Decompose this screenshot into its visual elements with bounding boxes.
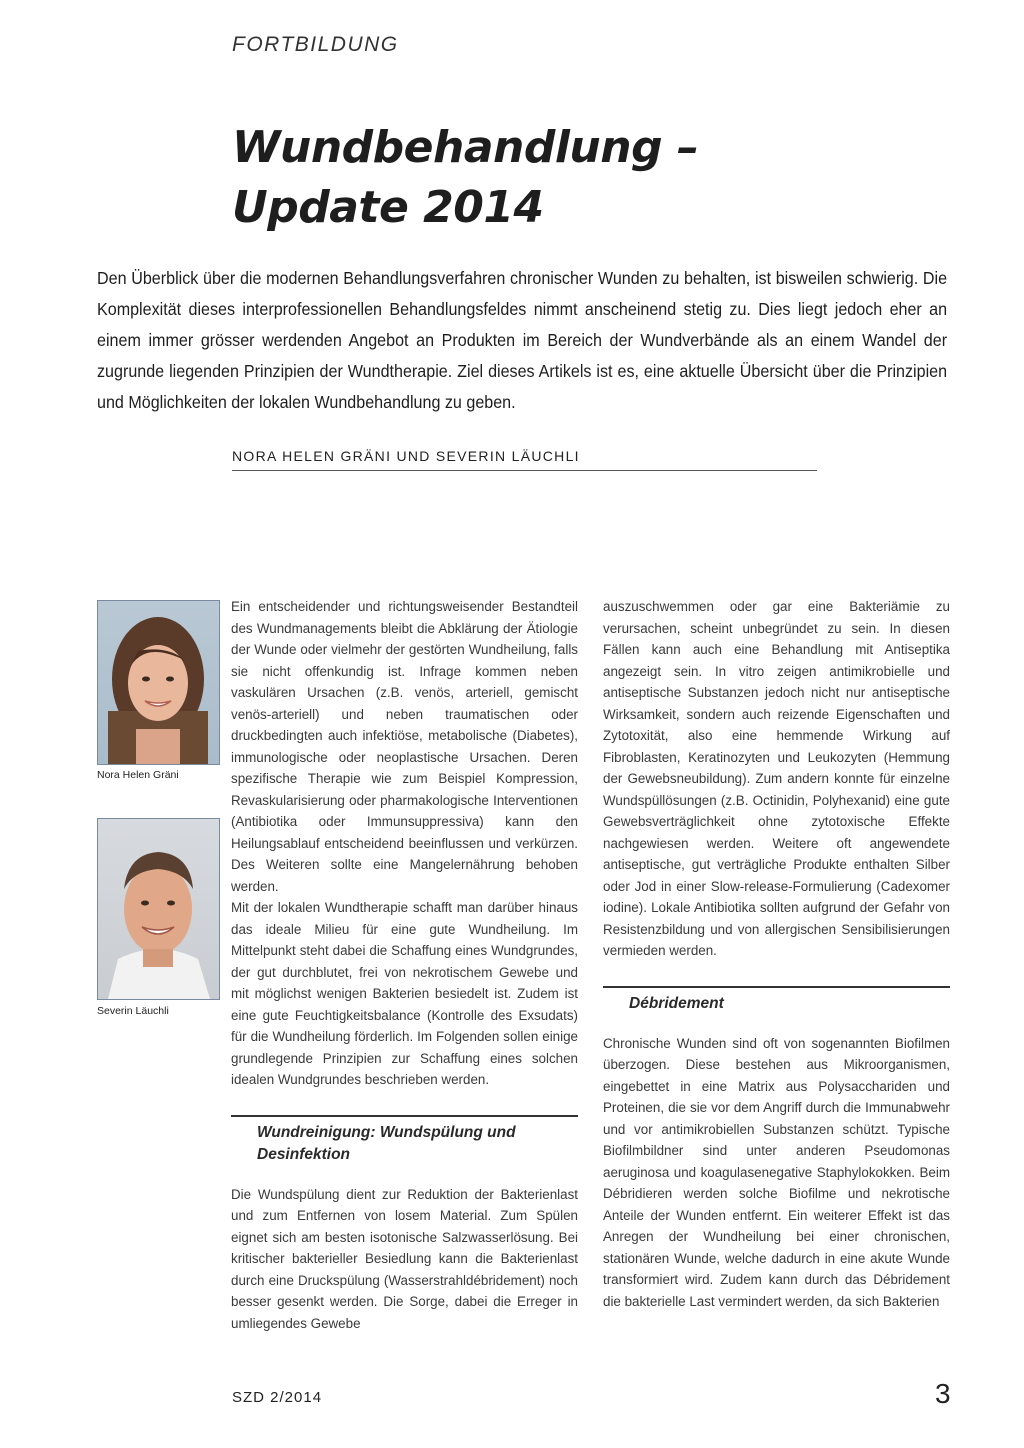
photo-caption-2: Severin Läuchli [97, 1005, 169, 1017]
title-line-2: Update 2014 [232, 182, 544, 233]
section-label: FORTBILDUNG [232, 33, 399, 56]
journal-issue: SZD 2/2014 [232, 1389, 323, 1406]
paragraph: Ein entscheidender und richtungsweisender Bestandteil des Wundmanagements bleibt die Abklärung der Ätiologie der Wunde oder vielmehr der gestörten Wundheilung, falls sie nicht offenkundig ist. Infrage kommen neben vaskulären Ursachen (z.B. venös, arteriell, gemischt venös-arteriell) und neben traumatischen oder druckbedingten auch infektiöse, metabolische (Diabetes), immunologische oder neoplastische Ursachen. Deren spezifische Therapie wie zum Beispiel Kompression, Revaskularisierung oder pharmakologische Interventionen (Antibiotika oder Immunsuppressiva) kann den Heilungsablauf entscheidend beeinflussen und verkürzen. Des Weiteren sollte eine Mangelernährung behoben werden. [231, 599, 578, 894]
text-column-2 [603, 596, 950, 1312]
article-title [232, 118, 932, 238]
author-line: NORA HELEN GRÄNI UND SEVERIN LÄUCHLI [232, 448, 817, 471]
paragraph: auszuschwemmen oder gar eine Bakteriämie zu verursachen, scheint unbegründet zu sein. In diesen Fällen kann auch eine Behandlung mit Antiseptika angezeigt sein. In vitro zeigen antimikrobielle und antiseptische Substanzen jedoch nicht nur antiseptische Wirksamkeit, sondern auch reizende Eigenschaften und Zytotoxität, also eine hemmende Wirkung auf Fibroblasten, Keratinozyten und Leukozyten (Hemmung der Gewebsneubildung). Zum andern konnte für einzelne Wundspüllösungen (z.B. Octinidin, Polyhexanid) eine gute Gewebsverträglichkeit ohne zytotoxische Effekte nachgewiesen werden. Weitere oft angewendete antiseptische, gut verträgliche Produkte enthalten Silber oder Jod in einer Slow-release-Formulierung (Cadexomer iodine). Lokale Antibiotika sollten aufgrund der Gefahr von Resistenzbildung und von allergischen Sensibilisierungen vermieden werden. [603, 599, 950, 958]
author-photo-lauchli [97, 818, 220, 1000]
paragraph: Die Wundspülung dient zur Reduktion der Bakterienlast und zum Entfernen von losem Material. Zum Spülen eignet sich am besten isotonische Salzwasserlösung. Bei kritischer bakterieller Besiedlung kann die Bakterienlast durch eine Druckspülung (Wasserstrahldébridement) noch besser gesenkt werden. Die Sorge, dabei die Erreger in umliegendes Gewebe [231, 1186, 578, 1331]
subheading-block [231, 1115, 578, 1174]
subheading-wundreinigung: Wundreinigung: Wundspülung und Desinfektion [257, 1123, 516, 1163]
photo-caption-1: Nora Helen Gräni [97, 769, 179, 781]
subheading-debridement: Débridement [629, 994, 724, 1012]
subheading-block [603, 986, 950, 1023]
text-column-1 [231, 596, 578, 1334]
paragraph: Mit der lokalen Wundtherapie schafft man darüber hinaus das ideale Milieu für eine gute Wundheilung. Im Mittelpunkt steht dabei die Schaffung eines Wundgrundes, der gut durchblutet, frei von nekrotischem Gewebe und mit möglichst wenigen Bakterien besiedelt ist. Zudem ist eine gute Feuchtigkeitsbalance (Kontrolle des Exsudats) für die Wundheilung förderlich. Im Folgenden sollen einige grundlegende Prinzipien zur Schaffung eines solchen idealen Wundgrundes beschrieben werden. [231, 900, 578, 1087]
page-number: 3 [935, 1378, 951, 1409]
paragraph: Chronische Wunden sind oft von sogenannten Biofilmen überzogen. Diese bestehen aus Mikroorganismen, eingebettet in eine Matrix aus Polysacchariden und Proteinen, die sie vor dem Angriff durch die Immunabwehr und vor antimikrobiellen Substanzen schützt. Typische Biofilmbildner sind unter anderen Pseudomonas aeruginosa und koagulasenegative Staphylokokken. Beim Débridieren werden solche Biofilme und nekrotische Anteile der Wunden entfernt. Ein weiterer Effekt ist das Anregen der Wundheilung bei einer chronischen, stationären Wunde, welche dadurch in eine akute Wunde transformiert wird. Zudem kann durch das Débridement die bakterielle Last vermindert werden, da sich Bakterien [603, 1035, 950, 1309]
title-line-1: Wundbehandlung – [232, 122, 699, 173]
lead-paragraph: Den Überblick über die modernen Behandlungsverfahren chronischer Wunden zu behalten, ist bisweilen schwierig. Die Komplexität dieses interprofessionellen Behandlungsfeldes nimmt anscheinend stetig zu. Dies liegt jedoch eher an einem immer grösser werdenden Angebot an Produkten im Bereich der Wundverbände als an einem Wandel der zugrunde liegenden Prinzipien der Wundtherapie. Ziel dieses Artikels ist es, eine aktuelle Übersicht über die Prinzipien und Möglichkeiten der lokalen Wundbehandlung zu geben. [97, 268, 948, 412]
author-photo-grani [97, 600, 220, 765]
